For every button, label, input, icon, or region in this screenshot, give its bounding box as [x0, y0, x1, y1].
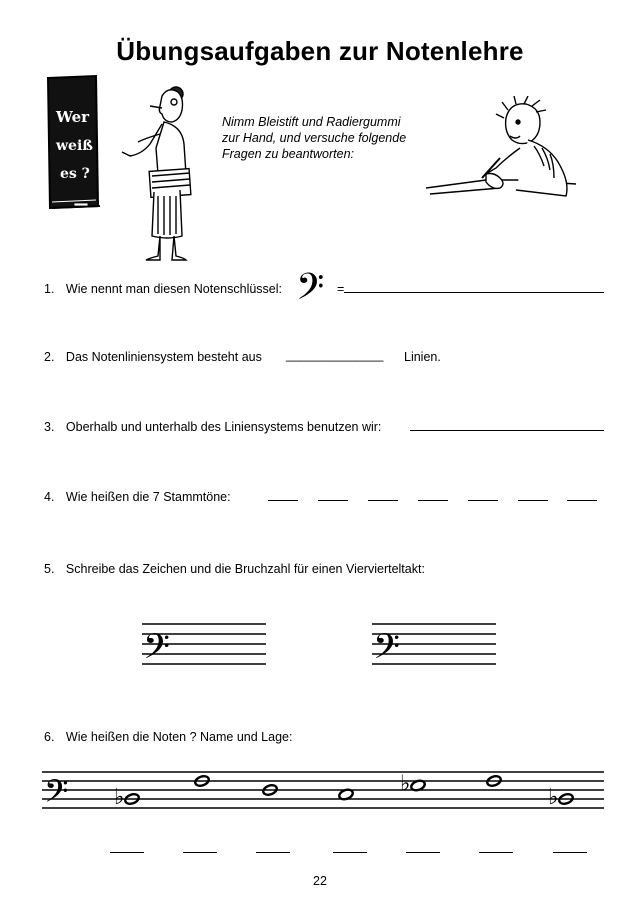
question-number: 6.	[44, 730, 55, 744]
note-answer-blank[interactable]	[333, 852, 367, 853]
stammton-blank[interactable]	[567, 500, 597, 501]
question-3	[44, 420, 381, 434]
stammton-blank[interactable]	[518, 500, 548, 501]
note-answer-blank[interactable]	[256, 852, 290, 853]
svg-text:𝄢: 𝄢	[296, 268, 325, 312]
equals-sign: =	[337, 282, 345, 296]
question-2-suffix: Linien.	[404, 350, 441, 364]
question-number: 3.	[44, 420, 55, 434]
question-text: Oberhalb und unterhalb des Liniensystems benutzen wir:	[65, 420, 382, 434]
question-number: 5.	[44, 562, 55, 576]
bass-clef-icon: 𝄢	[44, 773, 69, 816]
question-5	[44, 562, 425, 576]
note-answer-blank[interactable]	[110, 852, 144, 853]
stammton-blank[interactable]	[368, 500, 398, 501]
question-number: 2.	[44, 350, 55, 364]
question-number: 4.	[44, 490, 55, 504]
bass-clef-icon: 𝄢	[143, 626, 171, 670]
flat-sign-icon: ♭	[400, 771, 411, 797]
intro-text	[222, 114, 432, 162]
answer-blank-2[interactable]: ______________	[286, 348, 384, 362]
question-text: Wie nennt man diesen Notenschlüssel:	[65, 282, 283, 296]
stammton-blank[interactable]	[468, 500, 498, 501]
staff-right	[370, 618, 498, 670]
staff-left	[140, 618, 268, 670]
note-answer-blank[interactable]	[183, 852, 217, 853]
page-title: Übungsaufgaben zur Notenlehre	[116, 36, 524, 66]
notes-staff	[40, 766, 606, 816]
question-text: Wie heißen die Noten ? Name und Lage:	[65, 730, 293, 744]
flat-sign-icon: ♭	[548, 785, 559, 810]
note-answer-blank[interactable]	[479, 852, 513, 853]
flat-sign-icon: ♭	[114, 785, 125, 810]
note-answer-blank[interactable]	[406, 852, 440, 853]
teacher-cartoon-image	[44, 74, 204, 264]
question-number: 1.	[44, 282, 55, 296]
stammton-blank[interactable]	[418, 500, 448, 501]
answer-line-1[interactable]	[344, 292, 604, 293]
board-word-1: Wer	[56, 108, 90, 126]
question-text: Schreibe das Zeichen und die Bruchzahl für einen Viervierteltakt:	[65, 562, 425, 576]
teacher-figure	[122, 87, 191, 260]
note-answer-blank[interactable]	[553, 852, 587, 853]
question-text: Wie heißen die 7 Stammtöne:	[65, 490, 231, 504]
answer-line-3[interactable]	[410, 430, 604, 431]
board-word-2: weiß	[56, 138, 93, 154]
intro-line: Fragen zu beantworten:	[222, 147, 355, 161]
blackboard	[48, 76, 98, 208]
question-text: Das Notenliniensystem besteht aus	[65, 350, 262, 364]
bass-clef-icon	[296, 268, 340, 312]
stammton-blank[interactable]	[268, 500, 298, 501]
question-4	[44, 490, 231, 504]
bass-clef-icon: 𝄢	[373, 626, 401, 670]
intro-line: zur Hand, und versuche folgende	[222, 131, 407, 145]
question-2	[44, 350, 262, 364]
stammton-blank[interactable]	[318, 500, 348, 501]
question-6	[44, 730, 292, 744]
question-1	[44, 282, 282, 296]
intro-line: Nimm Bleistift und Radiergummi	[222, 115, 401, 129]
page-number: 22	[313, 874, 327, 888]
board-word-3: es ?	[60, 166, 90, 182]
student-cartoon-image	[424, 96, 584, 200]
